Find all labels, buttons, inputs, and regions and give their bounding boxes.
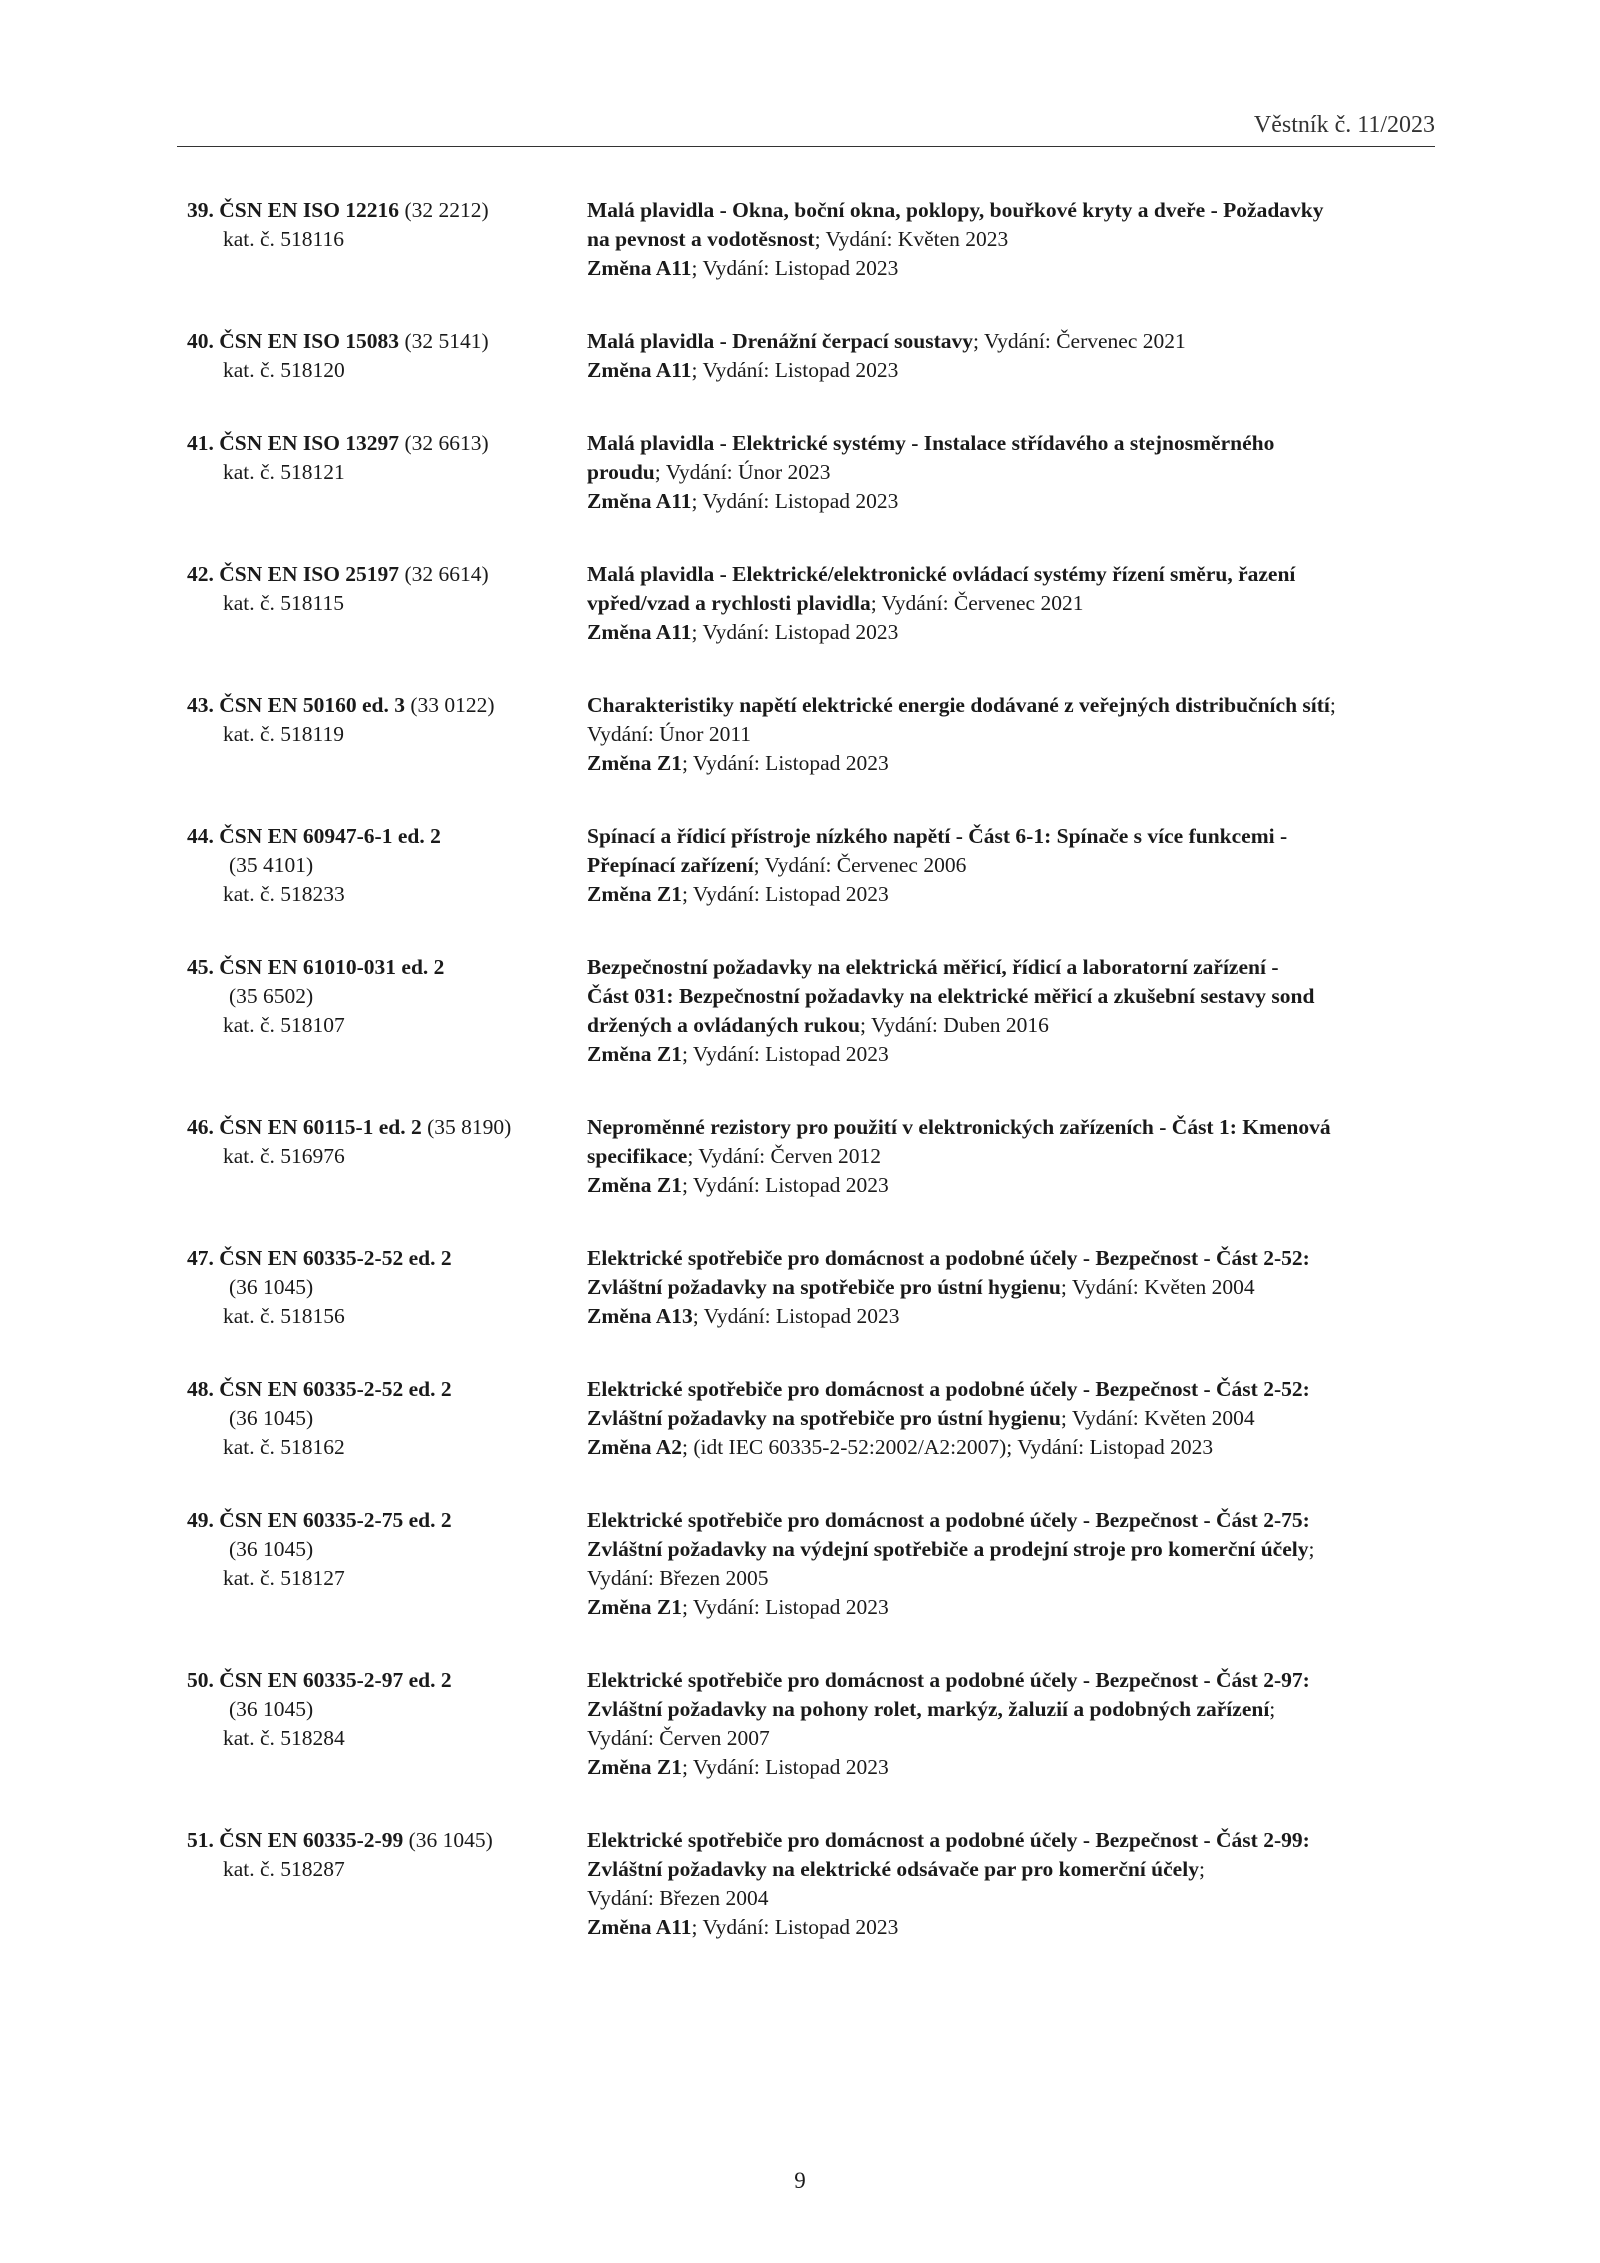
list-item	[187, 1826, 1437, 1942]
standard-code-line	[187, 196, 587, 225]
description-line	[587, 1724, 1437, 1753]
description-line	[587, 1666, 1437, 1695]
description-plain: ; Vydání: Listopad 2023	[681, 882, 889, 906]
description-line	[587, 1404, 1437, 1433]
description-plain: Vydání: Únor 2011	[587, 722, 752, 746]
classification-code: (32 5141)	[404, 329, 489, 353]
classification-code: (35 6502)	[229, 984, 314, 1008]
description-bold: Změna A11	[587, 489, 692, 513]
description-bold: Změna Z1	[587, 1173, 682, 1197]
standard-identifier	[187, 560, 587, 647]
list-item	[187, 1375, 1437, 1462]
catalog-number: kat. č. 518120	[223, 358, 345, 382]
description-bold: Zvláštní požadavky na pohony rolet, markýz, žaluzií a podobných zařízení	[587, 1697, 1270, 1721]
catalog-number: kat. č. 518127	[223, 1566, 345, 1590]
description-line	[587, 1593, 1437, 1622]
description-bold: Změna Z1	[587, 1755, 682, 1779]
standard-code: ČSN EN ISO 25197	[219, 562, 400, 586]
description-plain: ; Vydání: Listopad 2023	[681, 1595, 889, 1619]
description-bold: Malá plavidla - Elektrické/elektronické ovládací systémy řízení směru, řazení	[587, 562, 1296, 586]
description-bold: Změna A11	[587, 256, 692, 280]
standard-code: ČSN EN 60335-2-97 ed. 2	[219, 1668, 452, 1692]
standard-code: ČSN EN 60335-2-75 ed. 2	[219, 1508, 452, 1532]
standard-description	[587, 560, 1437, 647]
standard-code: ČSN EN 60947-6-1 ed. 2	[219, 824, 441, 848]
description-line	[587, 982, 1437, 1011]
description-line	[587, 720, 1437, 749]
standard-identifier	[187, 1666, 587, 1782]
list-item	[187, 1113, 1437, 1200]
description-bold: Spínací a řídicí přístroje nízkého napětí - Část 6-1: Spínače s více funkcemi -	[587, 824, 1288, 848]
description-plain: ; Vydání: Červenec 2006	[753, 853, 967, 877]
standard-code: ČSN EN 50160 ed. 3	[219, 693, 406, 717]
standard-code: ČSN EN ISO 13297	[219, 431, 400, 455]
description-line	[587, 1040, 1437, 1069]
catalog-number: kat. č. 518116	[223, 227, 345, 251]
description-line	[587, 356, 1437, 385]
standard-code: ČSN EN ISO 15083	[219, 329, 400, 353]
list-item	[187, 1666, 1437, 1782]
standard-description	[587, 196, 1437, 283]
entry-number: 42.	[187, 562, 214, 586]
catalog-number: kat. č. 518107	[223, 1013, 345, 1037]
description-plain: ; Vydání: Listopad 2023	[681, 1755, 889, 1779]
description-bold: Změna A13	[587, 1304, 693, 1328]
description-bold: Změna A11	[587, 620, 692, 644]
standard-description	[587, 691, 1437, 778]
classification-code: (35 8190)	[427, 1115, 512, 1139]
classification-code: (36 1045)	[229, 1697, 314, 1721]
description-plain: ; Vydání: Květen 2004	[1060, 1406, 1255, 1430]
description-plain: ; Vydání: Únor 2023	[654, 460, 831, 484]
standard-identifier	[187, 196, 587, 283]
entry-number: 43.	[187, 693, 214, 717]
description-plain: ; Vydání: Červen 2012	[687, 1144, 881, 1168]
description-bold: Přepínací zařízení	[587, 853, 754, 877]
description-bold: Elektrické spotřebiče pro domácnost a podobné účely - Bezpečnost - Část 2-99:	[587, 1828, 1310, 1852]
standard-description	[587, 1113, 1437, 1200]
catalog-number: kat. č. 518233	[223, 882, 345, 906]
description-line	[587, 749, 1437, 778]
description-plain: ;	[1198, 1857, 1205, 1881]
standard-code-line	[187, 1113, 587, 1142]
classification-code: (32 2212)	[404, 198, 489, 222]
standard-description	[587, 429, 1437, 516]
description-plain: ; Vydání: Listopad 2023	[691, 620, 899, 644]
description-bold: proudu	[587, 460, 655, 484]
description-line	[587, 1695, 1437, 1724]
standard-code-line	[187, 691, 587, 720]
description-line	[587, 1011, 1437, 1040]
standard-description	[587, 1375, 1437, 1462]
standard-description	[587, 1244, 1437, 1331]
description-bold: Zvláštní požadavky na elektrické odsávače par pro komerční účely	[587, 1857, 1199, 1881]
description-line	[587, 1244, 1437, 1273]
description-plain: ; Vydání: Listopad 2023	[681, 1042, 889, 1066]
description-bold: držených a ovládaných rukou	[587, 1013, 860, 1037]
list-item	[187, 691, 1437, 778]
classification-code: (35 4101)	[229, 853, 314, 877]
entry-number: 45.	[187, 955, 214, 979]
page-header	[177, 110, 1435, 147]
description-bold: Elektrické spotřebiče pro domácnost a podobné účely - Bezpečnost - Část 2-97:	[587, 1668, 1310, 1692]
description-line	[587, 1506, 1437, 1535]
standard-identifier	[187, 327, 587, 385]
standard-code: ČSN EN 61010-031 ed. 2	[219, 955, 445, 979]
description-line	[587, 880, 1437, 909]
standard-code-line	[187, 1375, 587, 1404]
description-plain: ; Vydání: Listopad 2023	[691, 358, 899, 382]
description-line	[587, 225, 1437, 254]
standard-identifier	[187, 691, 587, 778]
standard-description	[587, 953, 1437, 1069]
description-bold: na pevnost a vodotěsnost	[587, 227, 815, 251]
page-number: 9	[794, 2168, 806, 2193]
classification-code: (32 6614)	[404, 562, 489, 586]
description-bold: Změna A2	[587, 1435, 682, 1459]
description-line	[587, 1826, 1437, 1855]
description-bold: vpřed/vzad a rychlosti plavidla	[587, 591, 871, 615]
standard-code-line	[187, 1826, 587, 1855]
catalog-number: kat. č. 518121	[223, 460, 345, 484]
standard-code-line	[187, 560, 587, 589]
standard-code-line	[187, 953, 587, 982]
description-bold: Elektrické spotřebiče pro domácnost a podobné účely - Bezpečnost - Část 2-75:	[587, 1508, 1310, 1532]
description-line	[587, 589, 1437, 618]
classification-code: (36 1045)	[229, 1537, 314, 1561]
catalog-number: kat. č. 518287	[223, 1857, 345, 1881]
description-bold: Změna A11	[587, 1915, 692, 1939]
standard-code-line	[187, 1244, 587, 1273]
description-plain: ; Vydání: Listopad 2023	[681, 1173, 889, 1197]
description-bold: Charakteristiky napětí elektrické energie dodávané z veřejných distribučních sítí	[587, 693, 1330, 717]
standard-code: ČSN EN 60335-2-99	[219, 1828, 404, 1852]
description-bold: Zvláštní požadavky na spotřebiče pro ústní hygienu	[587, 1275, 1061, 1299]
description-bold: Změna Z1	[587, 882, 682, 906]
standard-description	[587, 1826, 1437, 1942]
description-plain: ; Vydání: Duben 2016	[859, 1013, 1049, 1037]
description-line	[587, 1171, 1437, 1200]
description-plain: ; Vydání: Listopad 2023	[692, 1304, 900, 1328]
description-line	[587, 1535, 1437, 1564]
description-line	[587, 1855, 1437, 1884]
description-plain: ; Vydání: Listopad 2023	[691, 489, 899, 513]
description-line	[587, 851, 1437, 880]
description-line	[587, 1753, 1437, 1782]
standard-identifier	[187, 1826, 587, 1942]
description-plain: ;	[1308, 1537, 1315, 1561]
description-line	[587, 1142, 1437, 1171]
catalog-number: kat. č. 518162	[223, 1435, 345, 1459]
catalog-number: kat. č. 518156	[223, 1304, 345, 1328]
standard-code: ČSN EN 60335-2-52 ed. 2	[219, 1246, 452, 1270]
description-bold: Bezpečnostní požadavky na elektrická měřicí, řídicí a laboratorní zařízení -	[587, 955, 1279, 979]
standard-identifier	[187, 953, 587, 1069]
description-plain: ; Vydání: Květen 2023	[814, 227, 1009, 251]
standard-code: ČSN EN 60115-1 ed. 2	[219, 1115, 422, 1139]
list-item	[187, 1244, 1437, 1331]
description-line	[587, 196, 1437, 225]
standard-description	[587, 822, 1437, 909]
description-plain: Vydání: Březen 2004	[587, 1886, 769, 1910]
description-bold: Změna Z1	[587, 751, 682, 775]
description-line	[587, 822, 1437, 851]
classification-code: (36 1045)	[229, 1406, 314, 1430]
description-bold: Změna Z1	[587, 1042, 682, 1066]
standard-identifier	[187, 429, 587, 516]
list-item	[187, 429, 1437, 516]
description-line	[587, 1913, 1437, 1942]
description-line	[587, 1433, 1437, 1462]
description-plain: ; Vydání: Listopad 2023	[681, 751, 889, 775]
description-line	[587, 487, 1437, 516]
description-line	[587, 618, 1437, 647]
entry-number: 41.	[187, 431, 214, 455]
description-line	[587, 1273, 1437, 1302]
description-plain: Vydání: Červen 2007	[587, 1726, 770, 1750]
description-plain: Vydání: Březen 2005	[587, 1566, 769, 1590]
description-bold: specifikace	[587, 1144, 688, 1168]
description-plain: ; Vydání: Listopad 2023	[691, 1915, 899, 1939]
list-item	[187, 1506, 1437, 1622]
entry-number: 39.	[187, 198, 214, 222]
entry-number: 51.	[187, 1828, 214, 1852]
standard-code-line	[187, 429, 587, 458]
description-plain: ; Vydání: Květen 2004	[1060, 1275, 1255, 1299]
classification-code: (36 1045)	[229, 1275, 314, 1299]
description-bold: Elektrické spotřebiče pro domácnost a podobné účely - Bezpečnost - Část 2-52:	[587, 1377, 1310, 1401]
entry-number: 49.	[187, 1508, 214, 1532]
description-line	[587, 458, 1437, 487]
description-plain: ; (idt IEC 60335-2-52:2002/A2:2007); Vydání: Listopad 2023	[681, 1435, 1214, 1459]
list-item	[187, 327, 1437, 385]
description-plain: ; Vydání: Červenec 2021	[870, 591, 1084, 615]
description-line	[587, 429, 1437, 458]
description-line	[587, 1884, 1437, 1913]
description-plain: ;	[1329, 693, 1336, 717]
classification-code: (33 0122)	[410, 693, 495, 717]
description-line	[587, 560, 1437, 589]
description-bold: Malá plavidla - Drenážní čerpací soustavy	[587, 329, 973, 353]
entry-number: 48.	[187, 1377, 214, 1401]
description-line	[587, 1302, 1437, 1331]
description-line	[587, 1375, 1437, 1404]
standard-code-line	[187, 822, 587, 851]
description-line	[587, 1113, 1437, 1142]
standard-code-line	[187, 1666, 587, 1695]
header-title: Věstník č. 11/2023	[1253, 112, 1435, 138]
list-item	[187, 196, 1437, 283]
description-plain: ; Vydání: Červenec 2021	[973, 329, 1186, 353]
entry-number: 40.	[187, 329, 214, 353]
description-line	[587, 1564, 1437, 1593]
description-line	[587, 327, 1437, 356]
description-bold: Změna A11	[587, 358, 692, 382]
description-line	[587, 953, 1437, 982]
description-line	[587, 691, 1437, 720]
standard-identifier	[187, 822, 587, 909]
standard-code-line	[187, 327, 587, 356]
entry-number: 47.	[187, 1246, 214, 1270]
standard-identifier	[187, 1244, 587, 1331]
list-item	[187, 953, 1437, 1069]
entry-number: 50.	[187, 1668, 214, 1692]
description-bold: Malá plavidla - Okna, boční okna, poklopy, bouřkové kryty a dveře - Požadavky	[587, 198, 1324, 222]
standard-code: ČSN EN 60335-2-52 ed. 2	[219, 1377, 452, 1401]
description-bold: Zvláštní požadavky na výdejní spotřebiče a prodejní stroje pro komerční účely	[587, 1537, 1309, 1561]
standard-description	[587, 327, 1437, 385]
catalog-number: kat. č. 518115	[223, 591, 345, 615]
list-item	[187, 822, 1437, 909]
standards-list	[187, 196, 1437, 1942]
standard-description	[587, 1506, 1437, 1622]
description-bold: Část 031: Bezpečnostní požadavky na elektrické měřicí a zkušební sestavy sond	[587, 984, 1315, 1008]
catalog-number: kat. č. 518119	[223, 722, 345, 746]
description-line	[587, 254, 1437, 283]
description-bold: Malá plavidla - Elektrické systémy - Instalace střídavého a stejnosměrného	[587, 431, 1275, 455]
classification-code: (36 1045)	[408, 1828, 493, 1852]
standard-description	[587, 1666, 1437, 1782]
standard-identifier	[187, 1506, 587, 1622]
standard-code-line	[187, 1506, 587, 1535]
description-plain: ;	[1269, 1697, 1276, 1721]
standard-code: ČSN EN ISO 12216	[219, 198, 400, 222]
description-bold: Zvláštní požadavky na spotřebiče pro ústní hygienu	[587, 1406, 1061, 1430]
entry-number: 44.	[187, 824, 214, 848]
description-bold: Změna Z1	[587, 1595, 682, 1619]
description-plain: ; Vydání: Listopad 2023	[691, 256, 899, 280]
catalog-number: kat. č. 516976	[223, 1144, 345, 1168]
standard-identifier	[187, 1375, 587, 1462]
entry-number: 46.	[187, 1115, 214, 1139]
standard-identifier	[187, 1113, 587, 1200]
classification-code: (32 6613)	[404, 431, 489, 455]
list-item	[187, 560, 1437, 647]
description-bold: Neproměnné rezistory pro použití v elektronických zařízeních - Část 1: Kmenová	[587, 1115, 1331, 1139]
catalog-number: kat. č. 518284	[223, 1726, 345, 1750]
description-bold: Elektrické spotřebiče pro domácnost a podobné účely - Bezpečnost - Část 2-52:	[587, 1246, 1310, 1270]
